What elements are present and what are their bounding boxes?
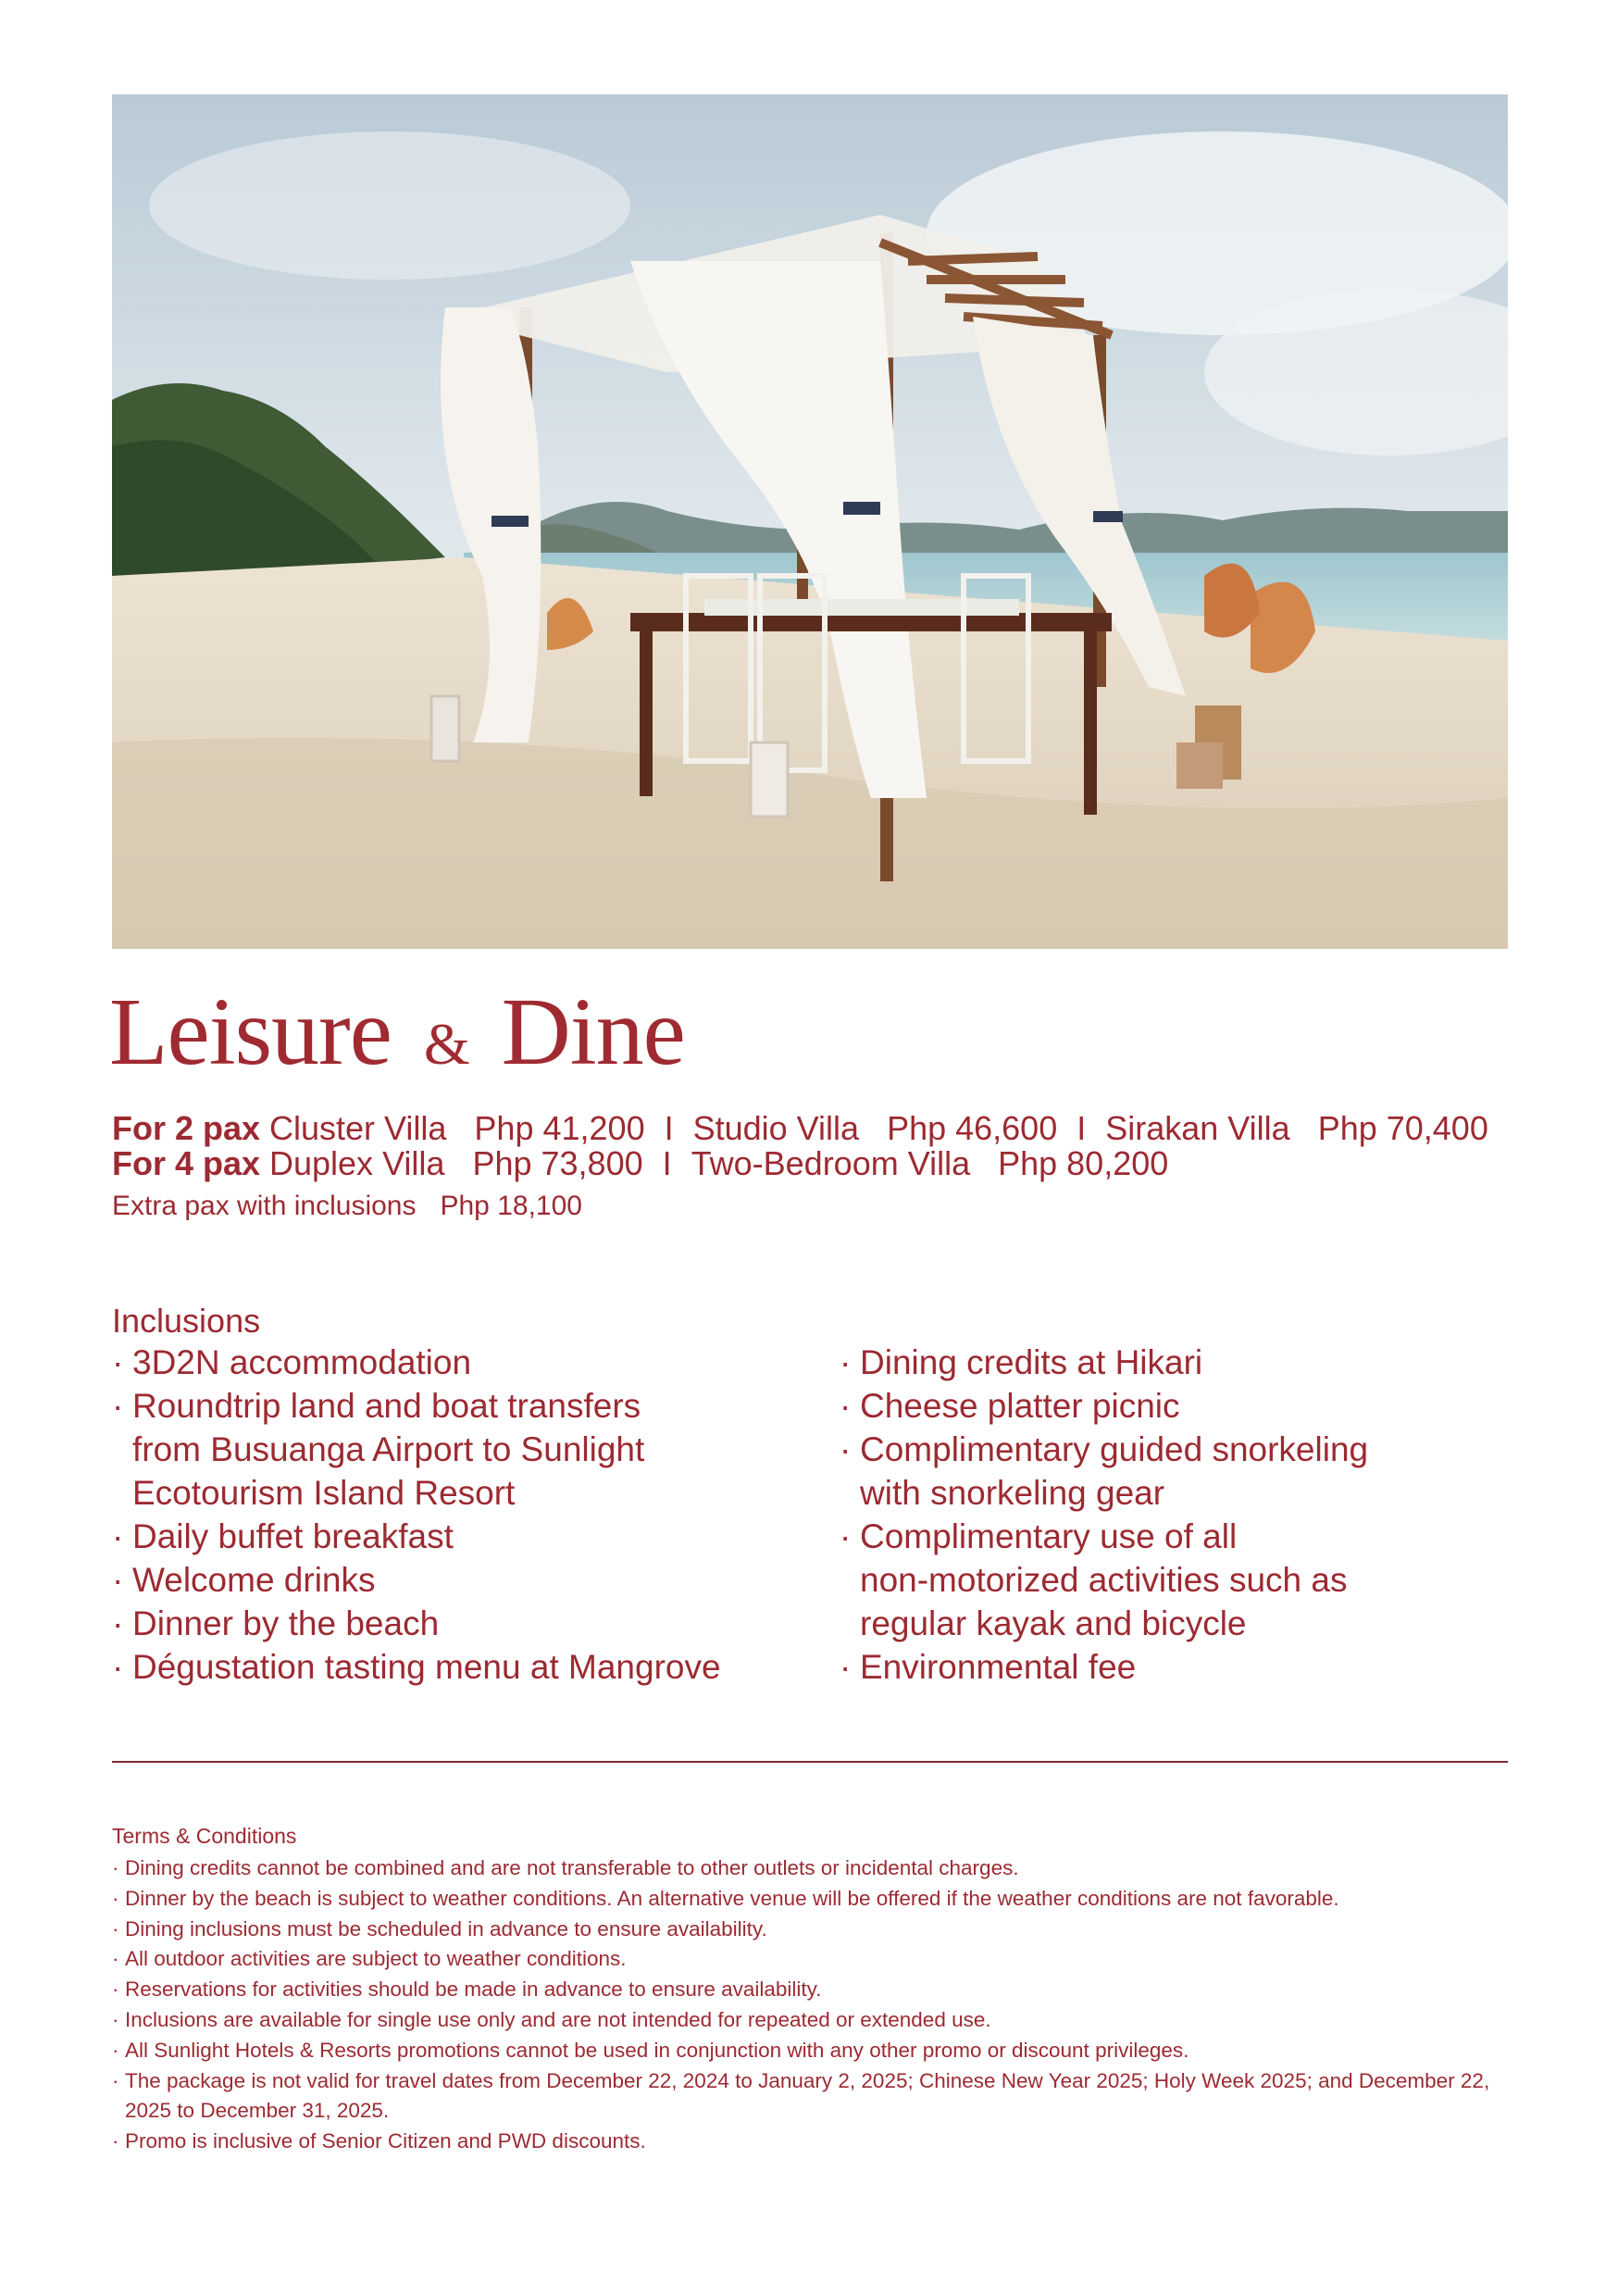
- terms-item: [112, 1884, 1510, 1915]
- inclusion-line: 3D2N accommodation: [132, 1343, 472, 1381]
- title-ampersand: &: [423, 1011, 469, 1077]
- bullet: ·: [112, 1856, 119, 1879]
- inclusion-item: [112, 1558, 815, 1602]
- terms-item: [112, 2005, 1510, 2036]
- inclusions-heading: Inclusions: [112, 1302, 261, 1340]
- terms-heading: Terms & Conditions: [112, 1824, 297, 1848]
- terms-text: Dining credits cannot be combined and are not transferable to other outlets or incidental charges.: [125, 1856, 1019, 1879]
- terms-text: The package is not valid for travel dates from December 22, 2024 to January 2, 2025; Chinese New Year 2025; Holy Week 2025; and December 22, 2025 to December 31, 2025.: [125, 2068, 1490, 2123]
- villa-name: Two-Bedroom Villa: [691, 1144, 971, 1182]
- inclusion-line: Daily buffet breakfast: [132, 1517, 454, 1555]
- terms-item: [112, 2036, 1510, 2066]
- bullet: ·: [112, 1561, 124, 1599]
- terms-text: All outdoor activities are subject to weather conditions.: [125, 1947, 627, 1971]
- bullet: ·: [112, 1343, 124, 1381]
- extra-pax-price: Php 18,100: [440, 1191, 582, 1221]
- inclusion-line: Complimentary guided snorkeling: [860, 1430, 1369, 1468]
- title-dine: Dine: [501, 979, 685, 1085]
- inclusion-line: from Busuanga Airport to Sunlight: [132, 1430, 645, 1468]
- villa-name: Cluster Villa: [269, 1109, 447, 1147]
- inclusion-line: Ecotourism Island Resort: [132, 1474, 516, 1512]
- bullet: ·: [112, 1387, 124, 1425]
- bullet: ·: [112, 1604, 124, 1642]
- inclusion-line: regular kayak and bicycle: [860, 1604, 1247, 1642]
- inclusion-item: [840, 1645, 1506, 1689]
- villa-price: Php 73,800: [472, 1144, 643, 1182]
- terms-item: [112, 2066, 1510, 2128]
- bullet: ·: [112, 2007, 119, 2031]
- pax-label: For 2 pax: [112, 1109, 261, 1147]
- bullet: ·: [840, 1430, 852, 1468]
- inclusion-item: [840, 1428, 1506, 1515]
- bullet: ·: [112, 1947, 119, 1971]
- inclusion-item: [112, 1645, 815, 1689]
- bullet: ·: [112, 2068, 119, 2092]
- villa-price: Php 70,400: [1317, 1109, 1488, 1147]
- separator: I: [664, 1109, 674, 1147]
- inclusion-line: with snorkeling gear: [860, 1474, 1165, 1512]
- inclusion-line: Complimentary use of all: [860, 1517, 1238, 1555]
- inclusion-item: [112, 1602, 815, 1645]
- villa-name: Studio Villa: [692, 1109, 860, 1147]
- inclusion-line: Dégustation tasting menu at Mangrove: [132, 1648, 721, 1686]
- bullet: ·: [112, 1916, 119, 1940]
- inclusion-item: [840, 1384, 1506, 1428]
- terms-list: [112, 1853, 1510, 2157]
- inclusion-line: Environmental fee: [860, 1648, 1137, 1686]
- terms-text: Promo is inclusive of Senior Citizen and PWD discounts.: [125, 2129, 646, 2153]
- villa-price: Php 41,200: [474, 1109, 645, 1147]
- inclusion-item: [112, 1384, 815, 1515]
- terms-item: [112, 1975, 1510, 2005]
- terms-item: [112, 1944, 1510, 1975]
- villa-price: Php 46,600: [887, 1109, 1058, 1147]
- bullet: ·: [840, 1343, 852, 1381]
- section-divider: [112, 1761, 1508, 1763]
- extra-pax-line: [112, 1190, 582, 1223]
- bullet: ·: [112, 1517, 124, 1555]
- inclusion-item: [112, 1341, 815, 1384]
- terms-text: Reservations for activities should be made in advance to ensure availability.: [125, 1978, 822, 2002]
- title-leisure: Leisure: [109, 979, 392, 1085]
- inclusion-line: Roundtrip land and boat transfers: [132, 1387, 641, 1425]
- inclusion-line: non-motorized activities such as: [860, 1561, 1348, 1599]
- page-title: [109, 977, 685, 1100]
- inclusion-line: Cheese platter picnic: [860, 1387, 1180, 1425]
- inclusion-item: [112, 1515, 815, 1558]
- villa-name: Duplex Villa: [269, 1144, 445, 1182]
- bullet: ·: [840, 1517, 852, 1555]
- terms-text: Inclusions are available for single use only and are not intended for repeated or extended use.: [125, 2007, 991, 2031]
- bullet: ·: [840, 1387, 852, 1425]
- inclusion-line: Welcome drinks: [132, 1561, 376, 1599]
- bullet: ·: [112, 2129, 119, 2153]
- bullet: ·: [112, 1978, 119, 2002]
- separator: I: [1077, 1109, 1087, 1147]
- bullet: ·: [840, 1648, 852, 1686]
- inclusions-list-right: [840, 1341, 1506, 1689]
- terms-text: Dinner by the beach is subject to weather conditions. An alternative venue will be offered if the weather conditions are not favorable.: [125, 1886, 1339, 1910]
- villa-name: Sirakan Villa: [1105, 1109, 1290, 1147]
- extra-pax-label: Extra pax with inclusions: [112, 1191, 417, 1221]
- price-row-2-pax: [112, 1110, 1488, 1147]
- inclusion-line: Dinner by the beach: [132, 1604, 440, 1642]
- terms-text: All Sunlight Hotels & Resorts promotions cannot be used in conjunction with any other promo or discount privileges.: [125, 2038, 1189, 2062]
- inclusion-line: Dining credits at Hikari: [860, 1343, 1203, 1381]
- villa-price: Php 80,200: [998, 1144, 1169, 1182]
- inclusions-list-left: [112, 1341, 815, 1689]
- pax-label: For 4 pax: [112, 1144, 261, 1182]
- terms-text: Dining inclusions must be scheduled in advance to ensure availability.: [125, 1916, 767, 1940]
- separator: I: [662, 1144, 672, 1182]
- hero-photo: [112, 94, 1508, 949]
- bullet: ·: [112, 1886, 119, 1910]
- terms-item: [112, 1853, 1510, 1884]
- terms-item: [112, 1915, 1510, 1945]
- bullet: ·: [112, 2038, 119, 2062]
- inclusion-item: [840, 1515, 1506, 1645]
- beach-dining-illustration: [112, 94, 1508, 949]
- price-row-4-pax: [112, 1145, 1168, 1182]
- inclusion-item: [840, 1341, 1506, 1384]
- terms-item: [112, 2127, 1510, 2157]
- bullet: ·: [112, 1648, 124, 1686]
